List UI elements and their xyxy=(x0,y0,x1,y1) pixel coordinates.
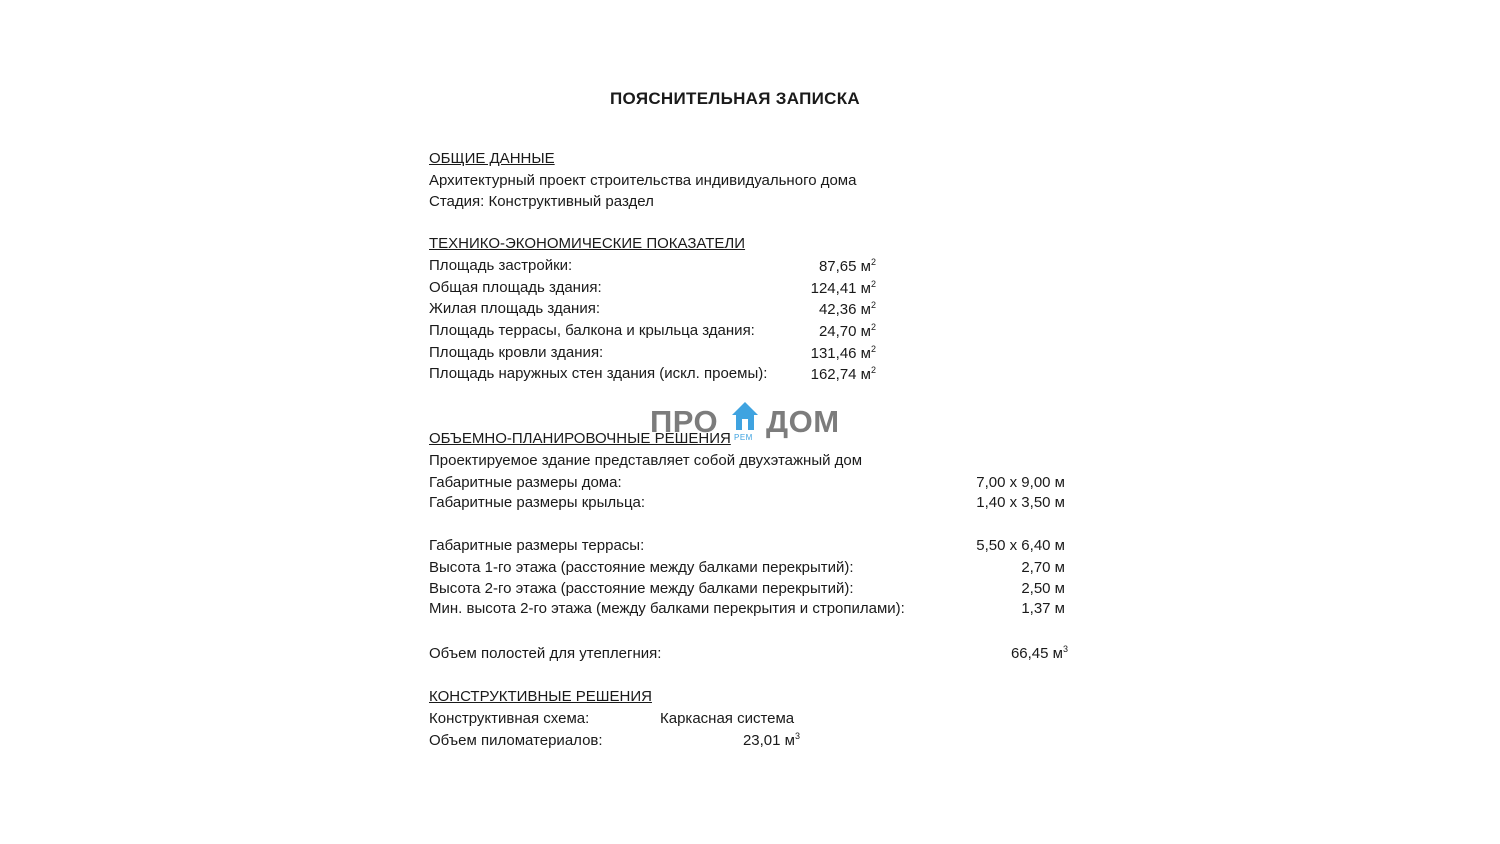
tech-value-2: 124,41 $м^2$ xyxy=(810,279,876,297)
planning-value-2: 1,40 х 3,50 м xyxy=(976,494,1065,511)
planning-volume-value: 66,45 $м^3$ xyxy=(1010,644,1068,662)
planning-value-5: 2,50 м xyxy=(1021,580,1065,597)
planning-label-1: Габаритные размеры дома: xyxy=(429,474,622,491)
watermark-text-left: ПРО xyxy=(650,404,719,439)
planning-label-2: Габаритные размеры крыльца: xyxy=(429,494,646,511)
section-heading-tech: ТЕХНИКО-ЭКОНОМИЧЕСКИЕ ПОКАЗАТЕЛИ xyxy=(429,235,746,252)
planning-volume-label: Объем полостей для утеплегния: xyxy=(429,645,662,662)
construct-label-1: Конструктивная схема: xyxy=(429,710,590,727)
planning-label-4: Высота 1-го этажа (расстояние между балками перекрытий): xyxy=(429,559,854,576)
tech-label-6: Площадь наружных стен здания (искл. проемы): xyxy=(429,365,768,382)
document-title: ПОЯСНИТЕЛЬНАЯ ЗАПИСКА xyxy=(610,89,860,108)
planning-value-3: 5,50 х 6,40 м xyxy=(976,537,1065,554)
planning-value-4: 2,70 м xyxy=(1021,559,1065,576)
tech-value-3: 42,36 $м^2$ xyxy=(818,300,876,318)
planning-value-1: 7,00 х 9,00 м xyxy=(976,474,1065,491)
tech-label-2: Общая площадь здания: xyxy=(429,279,602,296)
planning-label-3: Габаритные размеры террасы: xyxy=(429,537,645,554)
watermark-logo xyxy=(650,404,850,444)
general-line-2: Стадия: Конструктивный раздел xyxy=(429,193,654,210)
section-heading-general: ОБЩИЕ ДАННЫЕ xyxy=(429,150,555,167)
construct-label-2: Объем пиломатериалов: xyxy=(429,732,603,749)
planning-value-6: 1,37 м xyxy=(1021,600,1065,617)
general-line-1: Архитектурный проект строительства индивидуального дома xyxy=(429,172,857,189)
planning-intro: Проектируемое здание представляет собой двухэтажный дом xyxy=(429,452,863,469)
tech-value-6: 162,74 $м^2$ xyxy=(810,365,876,383)
tech-label-1: Площадь застройки: xyxy=(429,257,573,274)
watermark-small-text: РЕМ xyxy=(734,433,753,442)
house-icon xyxy=(730,400,760,434)
tech-label-3: Жилая площадь здания: xyxy=(429,300,601,317)
construct-value-2: 23,01 $м^3$ xyxy=(742,731,800,749)
tech-label-4: Площадь террасы, балкона и крыльца здания: xyxy=(429,322,755,339)
section-heading-planning: ОБЪЕМНО-ПЛАНИРОВОЧНЫЕ РЕШЕНИЯ xyxy=(429,430,731,447)
tech-value-1: 87,65 $м^2$ xyxy=(818,257,876,275)
construct-value-1: Каркасная система xyxy=(660,710,795,727)
planning-label-5: Высота 2-го этажа (расстояние между балками перекрытий): xyxy=(429,580,854,597)
tech-label-5: Площадь кровли здания: xyxy=(429,344,604,361)
planning-label-6: Мин. высота 2-го этажа (между балками перекрытия и стропилами): xyxy=(429,600,905,617)
watermark-text-right: ДОМ xyxy=(766,404,840,439)
section-heading-construct: КОНСТРУКТИВНЫЕ РЕШЕНИЯ xyxy=(429,688,652,705)
tech-value-5: 131,46 $м^2$ xyxy=(810,344,876,362)
tech-value-4: 24,70 $м^2$ xyxy=(818,322,876,340)
